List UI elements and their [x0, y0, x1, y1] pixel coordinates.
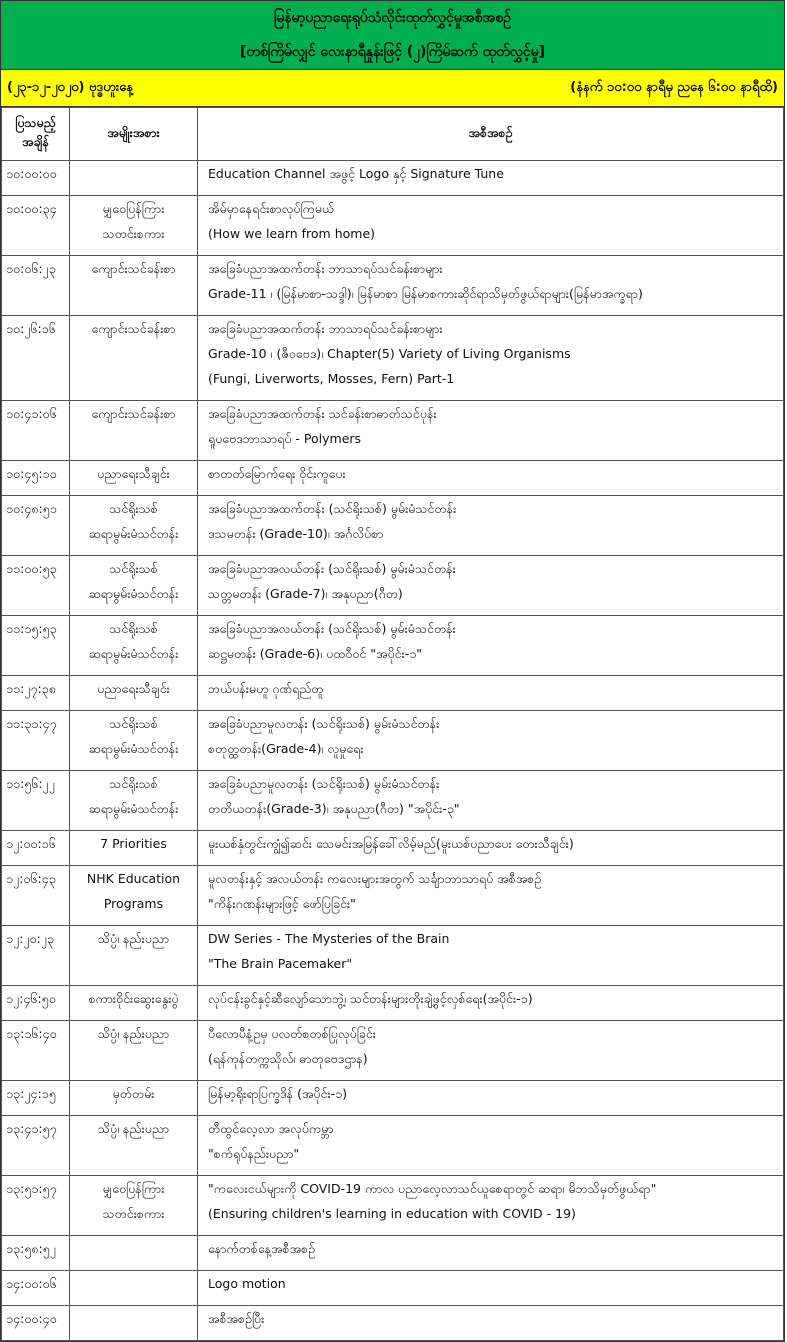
category-line: စကားဝိုင်းဆွေးနွေးပွဲ — [88, 991, 179, 1006]
time-cell — [2, 926, 70, 986]
table-row — [2, 496, 784, 556]
time-cell — [2, 1021, 70, 1081]
program-line: (How we learn from home) — [208, 226, 376, 241]
category-line: သင်ရိုးသစ် — [109, 501, 158, 516]
program-cell — [198, 1081, 784, 1116]
time-cell — [2, 461, 70, 496]
category-cell — [70, 866, 198, 926]
program-cell — [198, 461, 784, 496]
program-line: အခြေခံပညာအထက်တန်း ဘာသာရပ်သင်ခန်းစာများ — [208, 321, 443, 336]
category-line: ဆရာမွမ်းမံသင်တန်း — [88, 801, 179, 816]
date-bar — [1, 70, 784, 107]
program-cell — [198, 831, 784, 866]
table-row — [2, 256, 784, 316]
time-cell — [2, 1081, 70, 1116]
program-line: တတိယတန်း(Grade-3)၊ အနုပညာ(ဂီတ) "အပိုင်း-၃" — [208, 801, 460, 816]
program-line: အခြေခံပညာမူလတန်း (သင်ရိုးသစ်) မွမ်းမံသင်တန်း — [208, 716, 440, 731]
time-cell — [2, 1271, 70, 1306]
time-cell — [2, 616, 70, 676]
program-cell — [198, 676, 784, 711]
program-line: အခြေခံပညာမူလတန်း (သင်ရိုးသစ်) မွမ်းမံသင်တန်း — [208, 776, 440, 791]
table-row — [2, 1306, 784, 1341]
program-line: ဒသမတန်း (Grade-10)၊ အင်္ဂလိပ်စာ — [208, 526, 384, 541]
program-line: မူလတန်းနှင့် အလယ်တန်း ကလေးများအတွက် သင်္ချာဘာသာရပ် အစီအစဉ် — [208, 871, 542, 886]
time-value: ၁၁:၂၇:၃၈ — [6, 681, 56, 696]
category-cell — [70, 496, 198, 556]
category-cell — [70, 1306, 198, 1341]
category-line: သင်ရိုးသစ် — [109, 621, 158, 636]
program-cell — [198, 161, 784, 196]
table-row — [2, 1176, 784, 1236]
program-cell — [198, 616, 784, 676]
time-cell — [2, 1236, 70, 1271]
time-value: ၁၂:၀၆:၄၃ — [6, 871, 56, 886]
program-cell — [198, 1271, 784, 1306]
table-row — [2, 1021, 784, 1081]
program-line: အခြေခံပညာအထက်တန်း (သင်ရိုးသစ်) မွမ်းမံသင်တန်း — [208, 501, 457, 516]
category-line: ကျောင်းသင်ခန်းစာ — [91, 406, 176, 421]
program-cell — [198, 771, 784, 831]
program-line: ဆဋ္ဌမတန်း (Grade-6)၊ ပထဝီဝင် "အပိုင်း-၁" — [208, 646, 422, 661]
program-line: Education Channel အဖွင့် Logo နှင့် Signature Tune — [208, 166, 504, 181]
time-value: ၁၁:၁၅:၅၃ — [6, 621, 57, 636]
program-line: (Fungi, Liverworts, Mosses, Fern) Part-1 — [208, 371, 455, 386]
time-value: ၁၂:၀၀:၁၆ — [6, 836, 56, 851]
time-cell — [2, 866, 70, 926]
time-value: ၁၂:၂၀:၂၃ — [6, 931, 54, 946]
table-row — [2, 1081, 784, 1116]
category-line: NHK Education — [86, 871, 181, 886]
category-line: ကျောင်းသင်ခန်းစာ — [91, 261, 176, 276]
program-cell — [198, 866, 784, 926]
program-line: စတုတ္ထတန်း(Grade-4)၊ လူမှုရေး — [208, 741, 364, 756]
category-line: Programs — [103, 896, 164, 911]
category-cell — [70, 461, 198, 496]
category-cell — [70, 556, 198, 616]
category-line: သတင်းစကား — [102, 226, 165, 241]
schedule-table — [1, 107, 784, 1341]
program-line: အခြေခံပညာအထက်တန်း ဘာသာရပ်သင်ခန်းစာများ — [208, 261, 443, 276]
program-line: သတ္တမတန်း (Grade-7)၊ အနုပညာ(ဂီတ) — [208, 586, 403, 601]
page-title: မြန်မာ့ပညာရေးရုပ်သံလိုင်းထုတ်လွှင့်မှုအစီအစဉ် — [273, 10, 512, 26]
program-cell — [198, 1021, 784, 1081]
time-cell — [2, 496, 70, 556]
category-line: ဆရာမွမ်းမံသင်တန်း — [88, 646, 179, 661]
table-row — [2, 1116, 784, 1176]
column-header-time-line: ပြသမည့် — [15, 115, 56, 130]
table-row — [2, 986, 784, 1021]
table-row — [2, 616, 784, 676]
category-cell — [70, 1116, 198, 1176]
category-line: ပညာရေးသီချင်း — [97, 466, 170, 481]
category-line: သင်ရိုးသစ် — [109, 716, 158, 731]
time-cell — [2, 556, 70, 616]
time-cell — [2, 256, 70, 316]
program-line: နောက်တစ်နေ့အစီအစဉ် — [208, 1241, 316, 1256]
category-cell — [70, 831, 198, 866]
time-cell — [2, 711, 70, 771]
program-cell — [198, 926, 784, 986]
program-line: "The Brain Pacemaker" — [208, 956, 353, 971]
category-cell — [70, 1021, 198, 1081]
time-value: ၁၀:၀၆:၂၃ — [6, 261, 56, 276]
program-line: ပီလောပီနံ့ဥမှ ပလတ်စတစ်ပြုလုပ်ခြင်း — [208, 1026, 376, 1041]
program-line: အစီအစဉ်ပြီး — [208, 1311, 265, 1326]
category-line: သင်ရိုးသစ် — [109, 561, 158, 576]
program-line: ဘယ်ပန်းမဟူ ဂုဏ်ရည်တူ — [208, 681, 324, 696]
program-line: Logo motion — [208, 1276, 286, 1291]
time-cell — [2, 831, 70, 866]
category-cell — [70, 926, 198, 986]
program-line: DW Series - The Mysteries of the Brain — [208, 931, 450, 946]
category-line: မှတ်တမ်း — [112, 1086, 155, 1101]
broadcast-date: (၂၃-၁၂-၂၀၂၀) ဗုဒ္ဓဟူးနေ့ — [7, 79, 134, 95]
time-value: ၁၀:၄၈:၅၁ — [6, 501, 57, 516]
time-value: ၁၄:၀၀:၄၀ — [6, 1311, 57, 1326]
category-line: သိပ္ပံ၊ နည်းပညာ — [97, 1121, 170, 1136]
program-cell — [198, 256, 784, 316]
table-row — [2, 461, 784, 496]
category-line: ဆရာမွမ်းမံသင်တန်း — [88, 741, 179, 756]
program-line: စာတတ်မြောက်ရေး ဝိုင်းကူပေး — [208, 466, 346, 481]
table-row — [2, 401, 784, 461]
time-cell — [2, 196, 70, 256]
time-value: ၁၃:၄၁:၅၇ — [6, 1121, 57, 1136]
category-line: မျှဝေပြန်ကြား — [102, 201, 165, 216]
table-row — [2, 1236, 784, 1271]
program-cell — [198, 496, 784, 556]
broadcast-hours: (နံနက် ၁၀:၀၀ နာရီမှ ညနေ ၆:၀၀ နာရီထိ) — [570, 79, 778, 95]
category-line: ဆရာမွမ်းမံသင်တန်း — [88, 526, 179, 541]
program-line: "ကလေးငယ်များကို COVID-19 ကာလ ပညာလေ့လာသင်ယူစေရာတွင် ဆရာ၊ မိဘသိမှတ်ဖွယ်ရာ" — [208, 1181, 657, 1196]
program-cell — [198, 556, 784, 616]
program-line: တီထွင်လေ့လာ အလုပ်ကမ္ဘာ — [208, 1121, 334, 1136]
category-line: သတင်းစကား — [102, 1206, 165, 1221]
column-header-category: အမျိုးအစား — [70, 108, 198, 161]
program-line: Grade-11 ၊ (မြန်မာစာ-သဒ္ဒါ)၊ မြန်မာစာ မြန်မာစကားဆိုင်ရာသိမှတ်ဖွယ်ရာများ(မြန်မာအက္ခရာ) — [208, 286, 643, 301]
time-value: ၁၀:၀၀:၃၄ — [6, 201, 57, 216]
time-cell — [2, 316, 70, 401]
program-line: အိမ်မှာနေရင်းစာလုပ်ကြမယ် — [208, 201, 335, 216]
category-line: ပညာရေးသီချင်း — [97, 681, 170, 696]
program-cell — [198, 986, 784, 1021]
time-value: ၁၄:၀၀:၀၆ — [6, 1276, 57, 1291]
program-line: မူးယစ်နှံတွင်းကျွံ၍ဆင်း သေမင်းအမြန်ခေါ်လိမ့်မည်(မူးယစ်ပညာပေး တေးသီချင်း) — [208, 836, 574, 851]
table-row — [2, 161, 784, 196]
program-line: အခြေခံပညာအထက်တန်း သင်ခန်းစာဓာတ်သင်ပုန်း — [208, 406, 437, 421]
program-line: Grade-10 ၊ (ဇီဝဗေဒ)၊ Chapter(5) Variety of Living Organisms — [208, 346, 571, 361]
schedule-rows — [2, 161, 784, 1341]
time-value: ၁၃:၂၄:၁၅ — [6, 1086, 56, 1101]
program-cell — [198, 1116, 784, 1176]
program-cell — [198, 1176, 784, 1236]
program-line: "စက်ရုပ်နည်းပညာ" — [208, 1146, 300, 1161]
table-row — [2, 866, 784, 926]
program-line: လုပ်ငန်းခွင်နှင့်ဆီလျော်သောဘွဲ့၊ သင်တန်းများတိုးချဲ့ဖွင့်လှစ်ရေး(အပိုင်း-၁) — [208, 991, 533, 1006]
category-cell — [70, 161, 198, 196]
category-cell — [70, 1081, 198, 1116]
category-line: မျှဝေပြန်ကြား — [102, 1181, 165, 1196]
category-cell — [70, 771, 198, 831]
category-line: သိပ္ပံ၊ နည်းပညာ — [97, 931, 170, 946]
table-header-row — [2, 108, 784, 161]
program-cell — [198, 401, 784, 461]
column-header-time — [2, 108, 70, 161]
time-cell — [2, 1176, 70, 1236]
time-value: ၁၃:၅၈:၅၂ — [6, 1241, 56, 1256]
time-cell — [2, 986, 70, 1021]
program-line: အခြေခံပညာအလယ်တန်း (သင်ရိုးသစ်) မွမ်းမံသင်တန်း — [208, 561, 456, 576]
program-cell — [198, 196, 784, 256]
program-line: မြန်မာ့ရိုးရာပြက္ခဒိန် (အပိုင်း-၁) — [208, 1086, 348, 1101]
time-value: ၁၁:၃၁:၄၇ — [6, 716, 57, 731]
category-line: ကျောင်းသင်ခန်းစာ — [91, 321, 176, 336]
category-cell — [70, 616, 198, 676]
title-block — [1, 1, 784, 70]
program-cell — [198, 1306, 784, 1341]
page-subtitle: [တစ်ကြိမ်လျှင် လေးနာရီနှုန်းဖြင့် (၂)ကြိမ်ဆက် ထုတ်လွှင့်မှု] — [239, 44, 546, 60]
time-cell — [2, 771, 70, 831]
table-row — [2, 711, 784, 771]
category-line: 7 Priorities — [100, 836, 167, 851]
time-value: ၁၁:၀၀:၅၃ — [6, 561, 57, 576]
category-cell — [70, 711, 198, 771]
table-row — [2, 556, 784, 616]
time-cell — [2, 1116, 70, 1176]
time-value: ၁၀:၀၀:၀၀ — [6, 166, 57, 181]
table-row — [2, 926, 784, 986]
category-line: သိပ္ပံ၊ နည်းပညာ — [97, 1026, 170, 1041]
category-cell — [70, 1236, 198, 1271]
table-row — [2, 771, 784, 831]
time-cell — [2, 1306, 70, 1341]
category-cell — [70, 676, 198, 711]
time-cell — [2, 401, 70, 461]
time-value: ၁၂:၄၆:၅၀ — [6, 991, 56, 1006]
program-cell — [198, 711, 784, 771]
time-value: ၁၃:၁၆:၄၀ — [6, 1026, 57, 1041]
program-line: အခြေခံပညာအလယ်တန်း (သင်ရိုးသစ်) မွမ်းမံသင်တန်း — [208, 621, 456, 636]
program-cell — [198, 1236, 784, 1271]
category-cell — [70, 196, 198, 256]
category-cell — [70, 986, 198, 1021]
category-cell — [70, 401, 198, 461]
column-header-program: အစီအစဉ် — [198, 108, 784, 161]
table-row — [2, 316, 784, 401]
time-cell — [2, 676, 70, 711]
program-line: "ကိန်းဂဏန်းများဖြင့် ဖော်ပြခြင်း" — [208, 896, 356, 911]
category-cell — [70, 1271, 198, 1306]
category-cell — [70, 256, 198, 316]
table-row — [2, 196, 784, 256]
time-cell — [2, 161, 70, 196]
time-value: ၁၀:၄၁:၀၆ — [6, 406, 57, 421]
table-row — [2, 676, 784, 711]
category-cell — [70, 1176, 198, 1236]
time-value: ၁၁:၅၆:၂၂ — [6, 776, 55, 791]
time-value: ၁၃:၅၁:၅၇ — [6, 1181, 57, 1196]
category-line: ဆရာမွမ်းမံသင်တန်း — [88, 586, 179, 601]
time-value: ၁၀:၂၆:၁၆ — [6, 321, 56, 336]
column-header-time-line: အချိန် — [22, 134, 49, 149]
table-row — [2, 831, 784, 866]
category-line: သင်ရိုးသစ် — [109, 776, 158, 791]
program-line: ရူပဗေဒဘာသာရပ် - Polymers — [208, 431, 362, 446]
program-line: (Ensuring children's learning in education with COVID - 19) — [208, 1206, 576, 1221]
table-row — [2, 1271, 784, 1306]
program-line: (ရန်ကုန်တက္ကသိုလ်၊ ဓာတုဗေဒဌာန) — [208, 1051, 368, 1066]
program-cell — [198, 316, 784, 401]
time-value: ၁၀:၄၅:၁၀ — [6, 466, 57, 481]
category-cell — [70, 316, 198, 401]
